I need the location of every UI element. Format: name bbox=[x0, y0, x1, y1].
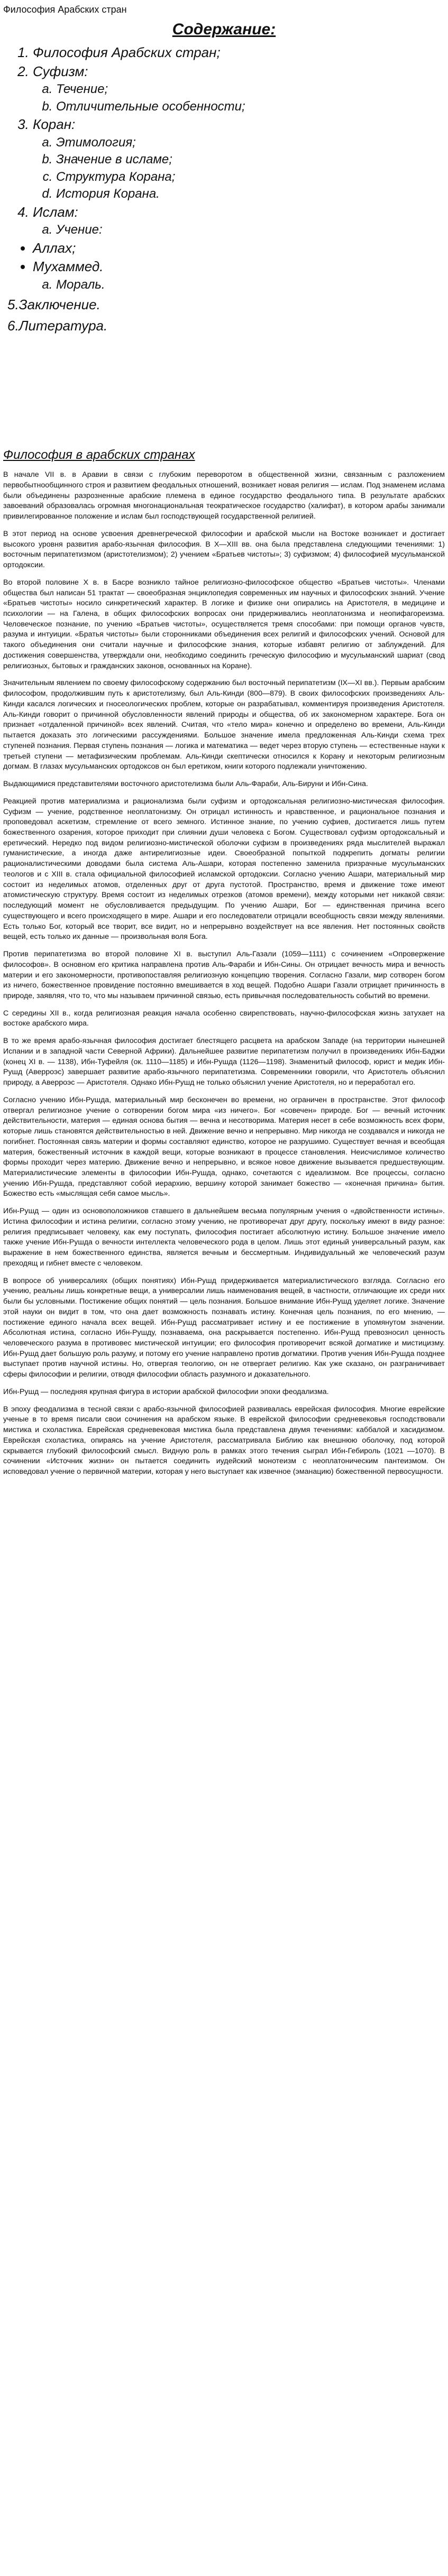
table-of-contents bbox=[3, 43, 445, 335]
toc-bullet-2a-label: Мораль. bbox=[56, 277, 105, 292]
paragraph: Против перипатетизма во второй половине XI в. выступил Аль-Газали (1059—1111) с сочинением «Опровержение философов». В основном его критика направлена против Аль-Фараби и Ибн-Сины. Он отрицает вечность мира и вечность материи и его закономерности, противопоставляя религиозную концепцию творения. Согласно Газали, мир сотворен богом из ничего, божественное провидение постоянно вмешивается в ход вещей. Подобно Ашари Газали отрицает причинность в природе, заявляя, что то, что мы называем причинной связью, есть привычная последовательность событий во времени. bbox=[3, 950, 445, 1000]
toc-heading: Содержание: bbox=[172, 20, 276, 38]
toc-bullet-1-label: Аллах; bbox=[33, 240, 76, 256]
toc-item-2-label: Суфизм: bbox=[33, 63, 88, 79]
paragraph: В этот период на основе усвоения древнегреческой философии и арабской мысли на Востоке возникает и достигает высокого уровня развития арабо-язычная философия. В X—XIII вв. она была представлена следующими течениями: 1) восточным перипатетизмом (аристотелизмом); 2) учением «Братьев чистоты»; 3) суфизмом; 4) философией мусульманской ортодоксии. bbox=[3, 529, 445, 570]
paragraph: Ибн-Рушд — один из основоположников ставшего в дальнейшем весьма популярным учения о «двойственности истины». Истина философии и истина религии, согласно этому учению, не противоречат друг другу, поскольку имеют в виду разное: религия предписывает человеку, как ему поступать, философия постигает абсолютную истину. Большое значение имело также учение Ибн-Рушда о вечности интеллекта человеческого рода в целом. Лишь этот единый универсальный разум, как выражение в нем божественного единства, является вечным и бессмертным. Индивидуальный же человеческий разум преходящ и гибнет вместе с человеком. bbox=[3, 1207, 445, 1268]
paragraph: Согласно учению Ибн-Рушда, материальный мир бесконечен во времени, но ограничен в пространстве. Этот философ отвергал религиозное учение о сотворении богом мира «из ничего». Бог «совечен» природе. Бог — вечный источник действительности, материя — единая основа бытия — вечна и несотворима. Материя несет в себе возможность всех форм, которые лишь становятся действительностью в ней. Движение вечно и непрерывно. Мир никогда не создавался и никогда не погибнет. Постоянная связь материи и формы составляют единство, которое не разрушимо. Существует вечная и всеобщая материя, божественный источник в каждой вещи, которые возникают в процессе становления. Неисчислимое количество формы проходит через материю. Движение вечно и непрерывно, и всякое новое движение вызывается предшествующим. Материалистические элементы в философии Ибн-Рушда, однако, сочетаются с идеализмом. Все процессы, согласно учению Ибн-Рушда, представляют собой иерархию, вершину которой занимает божество — «конечная причина» бытия. Божество есть «мыслящая себя самое мысль». bbox=[3, 1095, 445, 1198]
toc-bullet-1 bbox=[33, 239, 445, 257]
toc-item-4a-label: Учение: bbox=[56, 223, 103, 237]
page-title: Философия Арабских стран bbox=[3, 4, 127, 15]
article-body bbox=[3, 470, 445, 1478]
paragraph: В эпоху феодализма в тесной связи с арабо-язычной философией развивалась еврейская философия. Многие еврейские ученые в то время писали свои сочинения на арабском языке. В еврейской философии средневековья господствовали мистика и схоластика. Еврейская средневековая мистика была представлена двумя течениями: каббалой и хасидизмом. Еврейская схоластика, опираясь на учение Аристотеля, рассматривала Библию как внешнюю оболочку, под которой скрывается глубокий философский смысл. Видную роль в рамках этого течения сыграл Ибн-Гебироль (1021 —1070). В сочинении «Источник жизни» он пытается соединить иудейский монотеизм с неоплатоническим пантеизмом. Он исповедовал учение о первичной материи, которая у него выступает как извечное (эманацию) божественной первосущности. bbox=[3, 1405, 445, 1476]
toc-item-2a bbox=[56, 81, 445, 98]
paragraph: Ибн-Рушд — последняя крупная фигура в истории арабской философии эпохи феодализма. bbox=[3, 1387, 329, 1396]
toc-item-3a bbox=[56, 134, 445, 152]
toc-item-6: 6.Литература. bbox=[7, 317, 108, 334]
paragraph: С середины XII в., когда религиозная реакция начала особенно свирепствовать, научно-философская жизнь затухает на востоке арабского мира. bbox=[3, 1009, 445, 1028]
toc-item-3d bbox=[56, 186, 445, 203]
spacer bbox=[3, 335, 445, 446]
toc-item-3 bbox=[33, 115, 445, 203]
toc-bullet-2 bbox=[33, 257, 445, 293]
toc-item-3b bbox=[56, 151, 445, 169]
toc-item-2b bbox=[56, 98, 445, 116]
toc-item-4 bbox=[33, 203, 445, 239]
paragraph: В начале VII в. в Аравии в связи с глубоким переворотом в общественной жизни, связанным с разложением первобытнообщинного строя и развитием феодальных отношений, возникает новая религия — ислам. Под знаменем ислама были объединены разрозненные арабские племена в единое государство феодального типа. В результате арабских завоеваний образовалась огромная многонациональная теократическое государство (халифат), в котором арабы занимали привилегированное положение и ислам был господствующей государственной религией. bbox=[3, 470, 445, 521]
toc-item-4a bbox=[56, 221, 445, 239]
toc-item-1-label: Философия Арабских стран; bbox=[33, 44, 221, 61]
toc-bullet-2-label: Мухаммед. bbox=[33, 258, 104, 275]
toc-item-3-label: Коран: bbox=[33, 116, 76, 133]
toc-bullet-2a bbox=[56, 276, 445, 294]
toc-item-3a-label: Этимология; bbox=[56, 135, 136, 150]
toc-item-4-label: Ислам: bbox=[33, 204, 78, 220]
section-heading: Философия в арабских странах bbox=[3, 448, 195, 463]
paragraph: Во второй половине X в. в Басре возникло тайное религиозно-философское общество «Братьев чистоты». Членами общества был написан 51 трактат — своеобразная энциклопедия современных им научных и философских знаний. Учение «Братьев чистоты» носило синкретический характер. В логике и физике они опирались на Аристотеля, в медицине и психологии — на Галена, в общих философских вопросах они придерживались неоплатонизма и неопифагореизма. Человеческое познание, по учению «Братьев чистоты», осуществляется тремя способами: при помощи органов чувств, разума и интуиции. «Братья чистоты» были сторонниками объединения всех религий и философских учений. Основой для такого объединения они считали научные и философские знания, которые избавят религию от заблуждений. Для достижения совершенства, утверждали они, необходимо соединить греческую философию и мусульманский шариат (свод религиозных, бытовых и гражданских законов, основанных на Коране). bbox=[3, 578, 445, 670]
toc-item-3b-label: Значение в исламе; bbox=[56, 152, 172, 167]
toc-item-5: 5.Заключение. bbox=[7, 297, 100, 313]
toc-item-2a-label: Течение; bbox=[56, 81, 108, 96]
toc-item-2b-label: Отличительные особенности; bbox=[56, 99, 245, 114]
paragraph: Выдающимися представителями восточного аристотелизма были Аль-Фараби, Аль-Бируни и Ибн-Сина. bbox=[3, 780, 368, 789]
toc-item-3d-label: История Корана. bbox=[56, 187, 160, 201]
toc-item-2 bbox=[33, 62, 445, 116]
toc-item-3c-label: Структура Корана; bbox=[56, 169, 176, 184]
paragraph: Реакцией против материализма и рационализма были суфизм и ортодоксальная религиозно-мистическая философия. Суфизм — учение, родственное неоплатонизму. Он отрицал истинность и нравственное, и рациональное познания и проповедовал аскетизм, стремление от всего земного. Истинное знание, по учению суфиев, достигается лишь путем божественного озарения, которое приходит при слиянии души человека с Богом. Существовал суфизм ортодоксальный и еретический. Нередко под видом религиозно-мистической оболочки суфизм в произведениях ряда мыслителей выражал гуманистические, а иногда даже антирелигиозные идеи. Своеобразной попыткой подкрепить догматы религии рационалистическими доводами была система Аль-Ашари, которая постепенно заменила призрачные мусульманских теологов и с XIII в. стала официальной философией исламской ортодоксии. Согласно учению Ашари, материальный мир состоит из неделимых атомов, отделенных друг от друга пустотой. Пространство, время и движение тоже имеют атомистическую структуру. Время состоит из неделимых отрезков (атомов времени), между которыми нет никакой связи: последующий момент не обусловливается предыдущим. По учению Ашари, Бог — единственная причина всего существующего и всего происходящего в мире. Ашари и его последователи отрицали всеобщность связи между явлениями. Есть только Бог, который все творит, все видит, но и непрерывно воздействует на все явления. Нет постоянных свойств вещей, есть только их данные — произвольная воля Бога. bbox=[3, 797, 445, 941]
paragraph: Значительным явлением по своему философскому содержанию был восточный перипатетизм (IX—XI вв.). Первым арабским философом, продолжившим путь к аристотелизму, был Аль-Кинди (800—879). В своих философских произведениях Аль-Кинди касался логических и гносеологических проблем, которые он разрабатывал, комментируя произведения Аристотеля. Аль-Кинди говорит о причинной обусловленности явлений природы и общества, об их закономерном характере. Бога он признает «отдаленной причиной» всех явлений. Считая, что «тело мира» конечно и определено во времени, Аль-Кинди пытается доказать это логическими рассуждениями. Большое значение имела предложенная Аль-Кинди схема трех ступеней познания. Первая ступень познания — логика и математика — ведет через вторую ступень — естественные науки к третьей ступени — метафизическим проблемам. Аль-Кинди скептически относился к Корану и некоторым религиозным догмам. В глазах мусульманских ортодоксов он был еретиком, книги которого подлежали уничтожению. bbox=[3, 679, 445, 771]
toc-item-1 bbox=[33, 43, 445, 62]
paragraph: В вопросе об универсалиях (общих понятиях) Ибн-Рушд придерживается материалистического взгляда. Согласно его учению, реальны лишь конкретные вещи, а универсалии лишь наименования вещей, в частности, отличающие их среди них были бы условными. Постижение общих понятий — цель познания. Большое внимание Ибн-Рушд уделяет логике. Значение этой науки он видит в том, что она дает возможность познавать истину. Конечная цель познания, по его мнению, — постижение единого начала всех вещей. Ибн-Рушд рассматривает истину и ее постижение в упомянутом значении. Абсолютная истина, согласно Ибн-Рушду, познаваема, она раскрывается постепенно. Ибн-Рушд превозносил ценность человеческого разума в противовес мистической интуиции; его философия противоречит всякой догматике и мистицизму. Ибн-Рушд дает большую роль разуму, и потому его учение направлено против догматики. Против учения Ибн-Рушда позднее выступает против научной истины. Но, отвергая теологию, он не отвергает религию. Как уже сказано, он разграничивает сферы философии и религии, отводя философии область разумного и доказательного. bbox=[3, 1276, 445, 1379]
toc-item-3c bbox=[56, 169, 445, 186]
paragraph: В то же время арабо-язычная философия достигает блестящего расцвета на арабском Западе (на территории нынешней Испании и в западной части Северной Африки). Дальнейшее развитие перипатетизм получил в произведениях Ибн-Баджи (конец XI в. — 1138), Ибн-Туфейля (ок. 1110—1185) и Ибн-Рушда (1126—1198). Знаменитый философ, юрист и медик Ибн-Рушд (Аверроэс) завершает развитие арабо-язычного перипатетизма. Современники говорили, что Аристотель объяснил природу, а Аверроэс — Аристотеля. Однако Ибн-Рушд не только объяснил учение Аристотеля, но и переработал его. bbox=[3, 1037, 445, 1087]
